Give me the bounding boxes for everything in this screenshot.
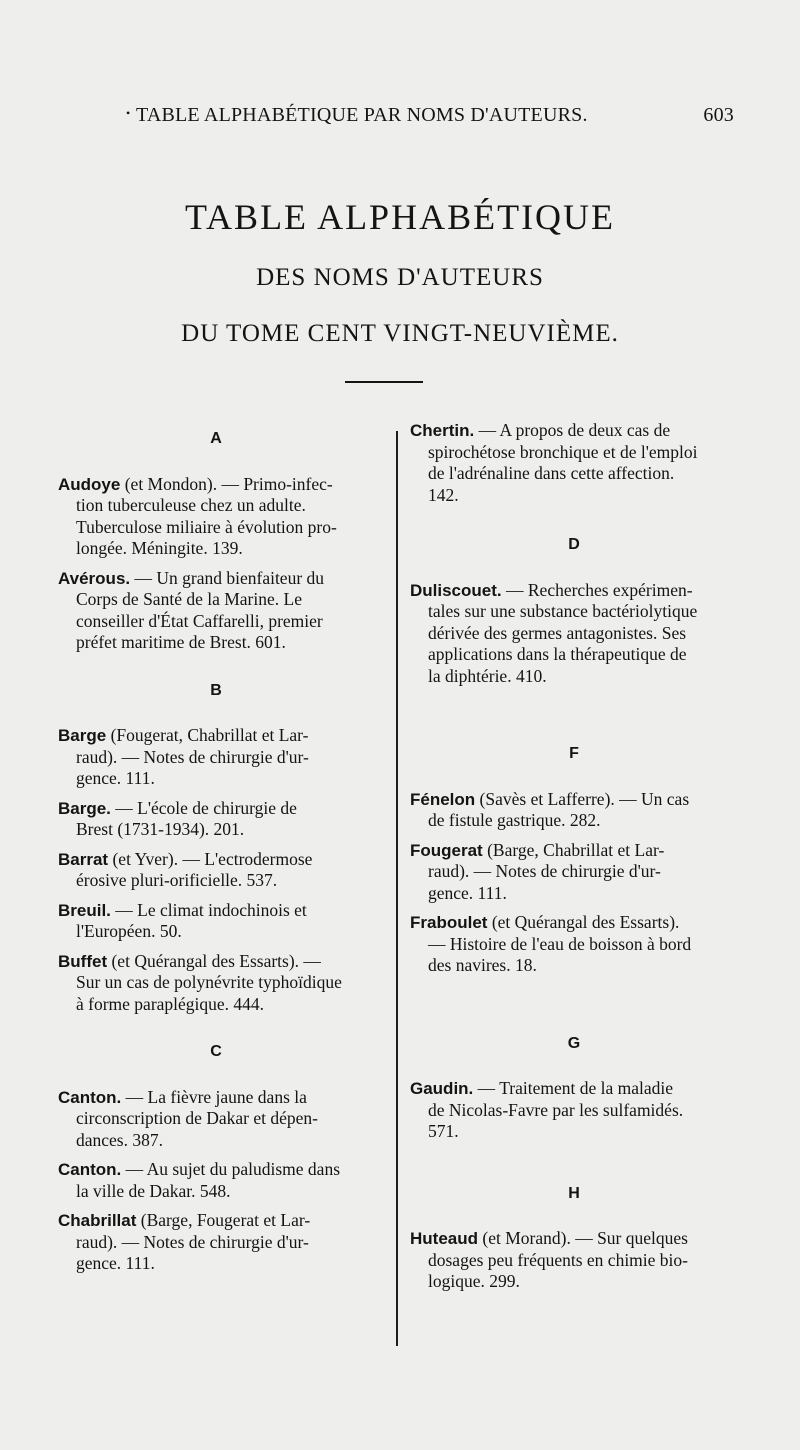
author-name: Gaudin. xyxy=(410,1079,474,1098)
entry-first-line xyxy=(58,474,374,496)
author-name: Fougerat xyxy=(410,840,483,860)
bullet-mark: • xyxy=(126,106,131,120)
entry-continuation: à forme paraplégique. 444. xyxy=(76,993,265,1014)
entry-first-line xyxy=(410,1228,738,1250)
entry-continuation: Brest (1731-1934). 201. xyxy=(76,819,245,839)
section-letter: H xyxy=(568,1184,580,1202)
entry-text: (et Quérangal des Essarts). xyxy=(487,912,680,932)
entry-continuation: tales sur une substance bactériolytique xyxy=(428,601,698,621)
entry-continuation: gence. 111. xyxy=(428,882,507,903)
entry-continuation: Sur un cas de polynévrite typhoïdique xyxy=(76,972,342,992)
entry-continuation: la diphtérie. 410. xyxy=(428,665,547,686)
entry-continuation: circonscription de Dakar et dépen- xyxy=(76,1108,318,1128)
entry-continuation: dosages peu fréquents en chimie bio- xyxy=(428,1249,688,1270)
entry-first-line xyxy=(58,900,374,922)
subtitle-line-2: DU TOME CENT VINGT-NEUVIÈME. xyxy=(181,320,619,347)
section-letter: B xyxy=(210,681,222,699)
section-letter: C xyxy=(210,1043,222,1060)
author-name: Chertin. xyxy=(410,421,475,440)
author-name: Audoye xyxy=(58,474,121,494)
entry-text: — Recherches expérimen- xyxy=(501,579,693,600)
entry-first-line xyxy=(58,849,374,871)
entry-text: (et Yver). — L'ectrodermose xyxy=(108,848,313,869)
entry-text: — La fièvre jaune dans la xyxy=(121,1086,307,1107)
entry-continuation: gence. 111. xyxy=(76,768,155,788)
letter-section xyxy=(410,743,738,977)
author-name: Barge xyxy=(58,726,107,745)
letter-section xyxy=(410,1033,738,1143)
entry-first-line xyxy=(58,798,374,820)
entry-continuation: — Histoire de l'eau de boisson à bord xyxy=(428,933,692,954)
entry-continuation: raud). — Notes de chirurgie d'ur- xyxy=(76,1231,309,1252)
entry-text: — L'école de chirurgie de xyxy=(110,797,297,818)
entry-first-line xyxy=(410,840,738,862)
entry-first-line xyxy=(410,789,738,811)
entry-continuation: l'Européen. 50. xyxy=(76,921,182,941)
entry-continuation: tion tuberculeuse chez un adulte. xyxy=(76,495,306,515)
page-number: 603 xyxy=(703,104,734,126)
author-entry xyxy=(58,849,374,892)
author-name: Avérous. xyxy=(58,568,131,588)
entry-continuation: gence. 111. xyxy=(76,1253,155,1273)
letter-section xyxy=(58,680,374,1016)
entry-text: — Un grand bienfaiteur du xyxy=(130,567,325,588)
entry-text: (et Quérangal des Essarts). — xyxy=(107,950,321,971)
entry-continuation: érosive pluri-orificielle. 537. xyxy=(76,870,278,890)
entry-text: — Traitement de la maladie xyxy=(473,1078,674,1098)
section-letter: F xyxy=(569,745,579,762)
entry-continuation: la ville de Dakar. 548. xyxy=(76,1180,231,1201)
entry-text: (Savès et Lafferre). — Un cas xyxy=(475,788,690,809)
entry-first-line xyxy=(58,1210,374,1232)
entry-continuation: spirochétose bronchique et de l'emploi xyxy=(428,441,698,462)
entry-continuation: de Nicolas-Favre par les sulfamidés. xyxy=(428,1099,684,1120)
running-head xyxy=(126,104,734,127)
entry-first-line xyxy=(410,1078,738,1100)
right-column xyxy=(410,420,738,1293)
author-name: Canton. xyxy=(58,1087,122,1107)
entry-text: — Au sujet du paludisme dans xyxy=(121,1159,341,1179)
title-rule xyxy=(345,381,423,383)
author-entry xyxy=(410,580,738,688)
entry-text: (et Mondon). — Primo-infec- xyxy=(120,473,333,494)
author-entry xyxy=(410,912,738,977)
entry-continuation: dérivée des germes antagonistes. Ses xyxy=(428,622,687,643)
entry-continuation: 571. xyxy=(428,1121,459,1141)
entry-text: (Barge, Chabrillat et Lar- xyxy=(482,839,665,860)
entry-text: — A propos de deux cas de xyxy=(474,420,671,440)
author-name: Buffet xyxy=(58,951,108,971)
author-entry xyxy=(58,1210,374,1275)
section-letter: D xyxy=(568,536,580,553)
letter-section xyxy=(410,534,738,687)
entry-text: (Fougerat, Chabrillat et Lar- xyxy=(106,725,309,745)
entry-first-line xyxy=(58,1159,374,1181)
author-name: Fraboulet xyxy=(410,913,488,932)
author-name: Canton. xyxy=(58,1160,122,1179)
entry-text: (Barge, Fougerat et Lar- xyxy=(136,1210,311,1230)
author-name: Duliscouet. xyxy=(410,580,502,600)
entry-first-line xyxy=(58,1087,374,1109)
entry-text: — Le climat indochinois et xyxy=(110,899,307,920)
entry-first-line xyxy=(410,420,738,442)
author-entry xyxy=(58,1087,374,1152)
entry-text: (et Morand). — Sur quelques xyxy=(478,1228,688,1248)
author-entry xyxy=(58,568,374,654)
author-entry xyxy=(58,1159,374,1202)
entry-continuation: Tuberculose miliaire à évolution pro- xyxy=(76,516,337,537)
letter-section xyxy=(410,1183,738,1293)
author-entry xyxy=(410,1228,738,1293)
entry-continuation: applications dans la thérapeutique de xyxy=(428,644,687,664)
entry-continuation: raud). — Notes de chirurgie d'ur- xyxy=(428,861,661,881)
section-letter: G xyxy=(567,1034,581,1052)
author-entry xyxy=(58,900,374,943)
author-entry xyxy=(58,798,374,841)
subtitle-line-1: DES NOMS D'AUTEURS xyxy=(256,264,544,291)
left-column xyxy=(58,420,374,1275)
entry-continuation: 142. xyxy=(428,484,459,505)
entry-first-line xyxy=(58,568,374,590)
author-name: Barrat xyxy=(58,849,109,869)
author-entry xyxy=(410,789,738,832)
entry-first-line xyxy=(58,951,374,973)
author-entry xyxy=(58,474,374,560)
author-name: Breuil. xyxy=(58,900,111,920)
entry-continuation: conseiller d'État Caffarelli, premier xyxy=(76,610,323,631)
entry-continuation: logique. 299. xyxy=(428,1271,520,1291)
entry-continuation: dances. 387. xyxy=(76,1129,163,1150)
author-entry xyxy=(58,725,374,790)
entry-first-line xyxy=(410,580,738,602)
author-name: Fénelon xyxy=(410,789,476,809)
entry-continuation: préfet maritime de Brest. 601. xyxy=(76,632,286,652)
author-entry xyxy=(58,951,374,1016)
entry-first-line xyxy=(410,912,738,934)
entry-continuation: de fistule gastrique. 282. xyxy=(428,810,601,830)
author-name: Barge. xyxy=(58,798,111,818)
entry-continuation: Corps de Santé de la Marine. Le xyxy=(76,589,302,609)
entry-continuation: de l'adrénaline dans cette affection. xyxy=(428,463,675,483)
entry-continuation: longée. Méningite. 139. xyxy=(76,538,243,558)
author-name: Huteaud xyxy=(410,1229,478,1248)
column-divider xyxy=(396,431,398,1346)
author-name: Chabrillat xyxy=(58,1211,137,1230)
author-entry xyxy=(410,420,738,506)
author-entry xyxy=(410,1078,738,1143)
main-title: TABLE ALPHABÉTIQUE xyxy=(184,197,616,237)
letter-section xyxy=(58,1041,374,1275)
author-entry xyxy=(410,840,738,905)
entry-continuation: raud). — Notes de chirurgie d'ur- xyxy=(76,746,309,767)
letter-section xyxy=(58,428,374,654)
section-letter: A xyxy=(210,430,222,447)
letter-section xyxy=(410,420,738,506)
entry-continuation: des navires. 18. xyxy=(428,955,537,975)
running-head-title: TABLE ALPHABÉTIQUE PAR NOMS D'AUTEURS. xyxy=(136,104,588,126)
entry-first-line xyxy=(58,725,374,747)
